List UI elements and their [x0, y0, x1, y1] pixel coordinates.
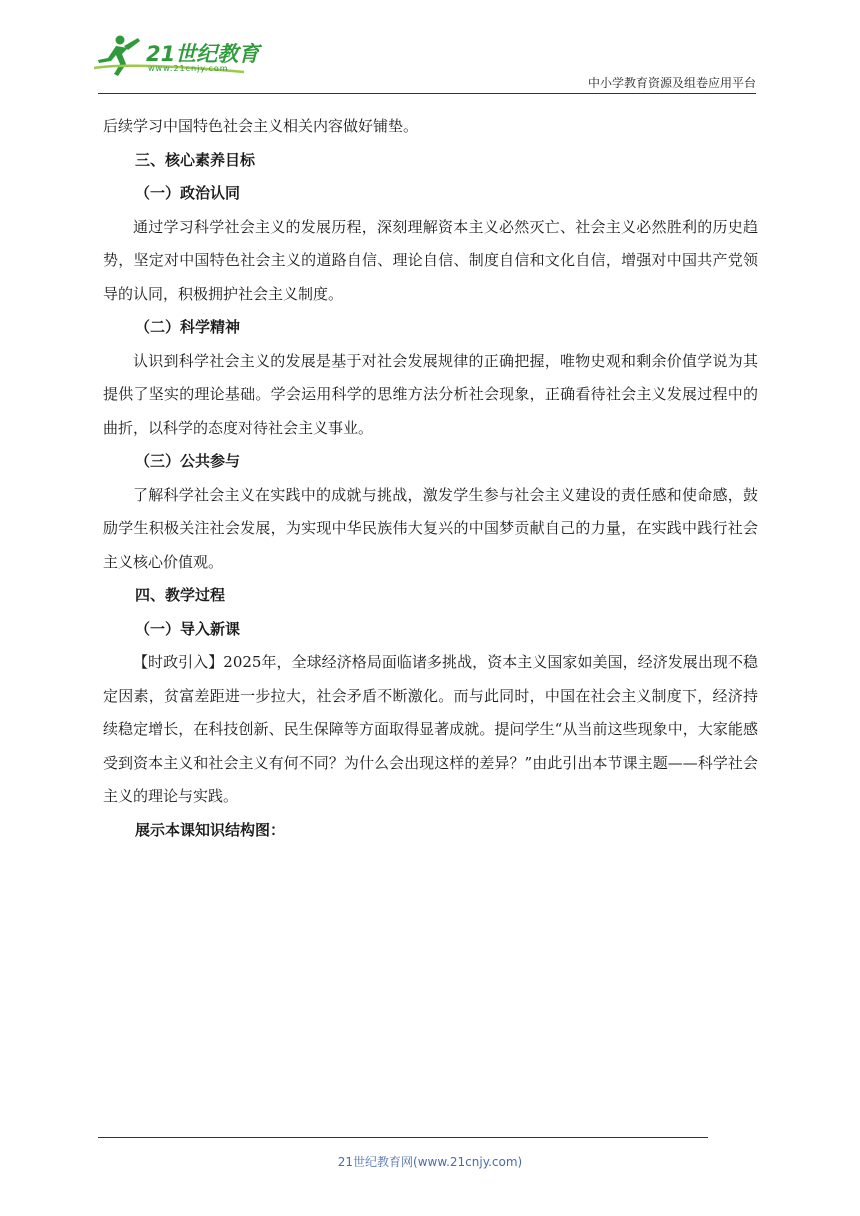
subsection-heading: （一）导入新课	[135, 619, 241, 638]
section-heading: 三、核心素养目标	[135, 150, 256, 169]
document-body	[103, 110, 758, 847]
paragraph: 后续学习中国特色社会主义相关内容做好铺垫。	[103, 117, 419, 135]
paragraph: 通过学习科学社会主义的发展历程，深刻理解资本主义必然灭亡、社会主义必然胜利的历史趋势，坚定对中国特色社会主义的道路自信、理论自信、制度自信和文化自信，增强对中国共产党领导的认同，积极拥护社会主义制度。	[103, 217, 758, 303]
paragraph: 认识到科学社会主义的发展是基于对社会发展规律的正确把握，唯物史观和剩余价值学说为其提供了坚实的理论基础。学会运用科学的思维方法分析社会现象，正确看待社会主义发展过程中的曲折，以科学的态度对待社会主义事业。	[103, 351, 758, 437]
paragraph: 了解科学社会主义在实践中的成就与挑战，激发学生参与社会主义建设的责任感和使命感，鼓励学生积极关注社会发展，为实现中华民族伟大复兴的中国梦贡献自己的力量，在实践中践行社会主义核心价值观。	[103, 485, 758, 571]
paragraph: 【时政引入】2025年，全球经济格局面临诸多挑战，资本主义国家如美国，经济发展出现不稳定因素，贫富差距进一步拉大，社会矛盾不断激化。而与此同时，中国在社会主义制度下，经济持续稳定增长，在科技创新、民生保障等方面取得显著成就。提问学生“从当前这些现象中，大家能感受到资本主义和社会主义有何不同？为什么会出现这样的差异？”由此引出本节课主题——科学社会主义的理论与实践。	[103, 653, 758, 805]
header-divider	[98, 93, 756, 94]
subsection-heading: （三）公共参与	[135, 452, 241, 470]
platform-title: 中小学教育资源及组卷应用平台	[587, 76, 756, 90]
subsection-heading: （一）政治认同	[135, 184, 241, 202]
logo-url: www.21cnjy.com	[148, 64, 229, 73]
logo-text: 21世纪教育	[146, 42, 260, 66]
diagram-caption: 展示本课知识结构图：	[135, 820, 286, 839]
section-heading: 四、教学过程	[135, 586, 226, 604]
subsection-heading: （二）科学精神	[135, 318, 241, 336]
page-header	[0, 0, 860, 100]
footer-divider	[98, 1137, 708, 1138]
footer-link[interactable]: 21世纪教育网(www.21cnjy.com)	[337, 1155, 523, 1169]
